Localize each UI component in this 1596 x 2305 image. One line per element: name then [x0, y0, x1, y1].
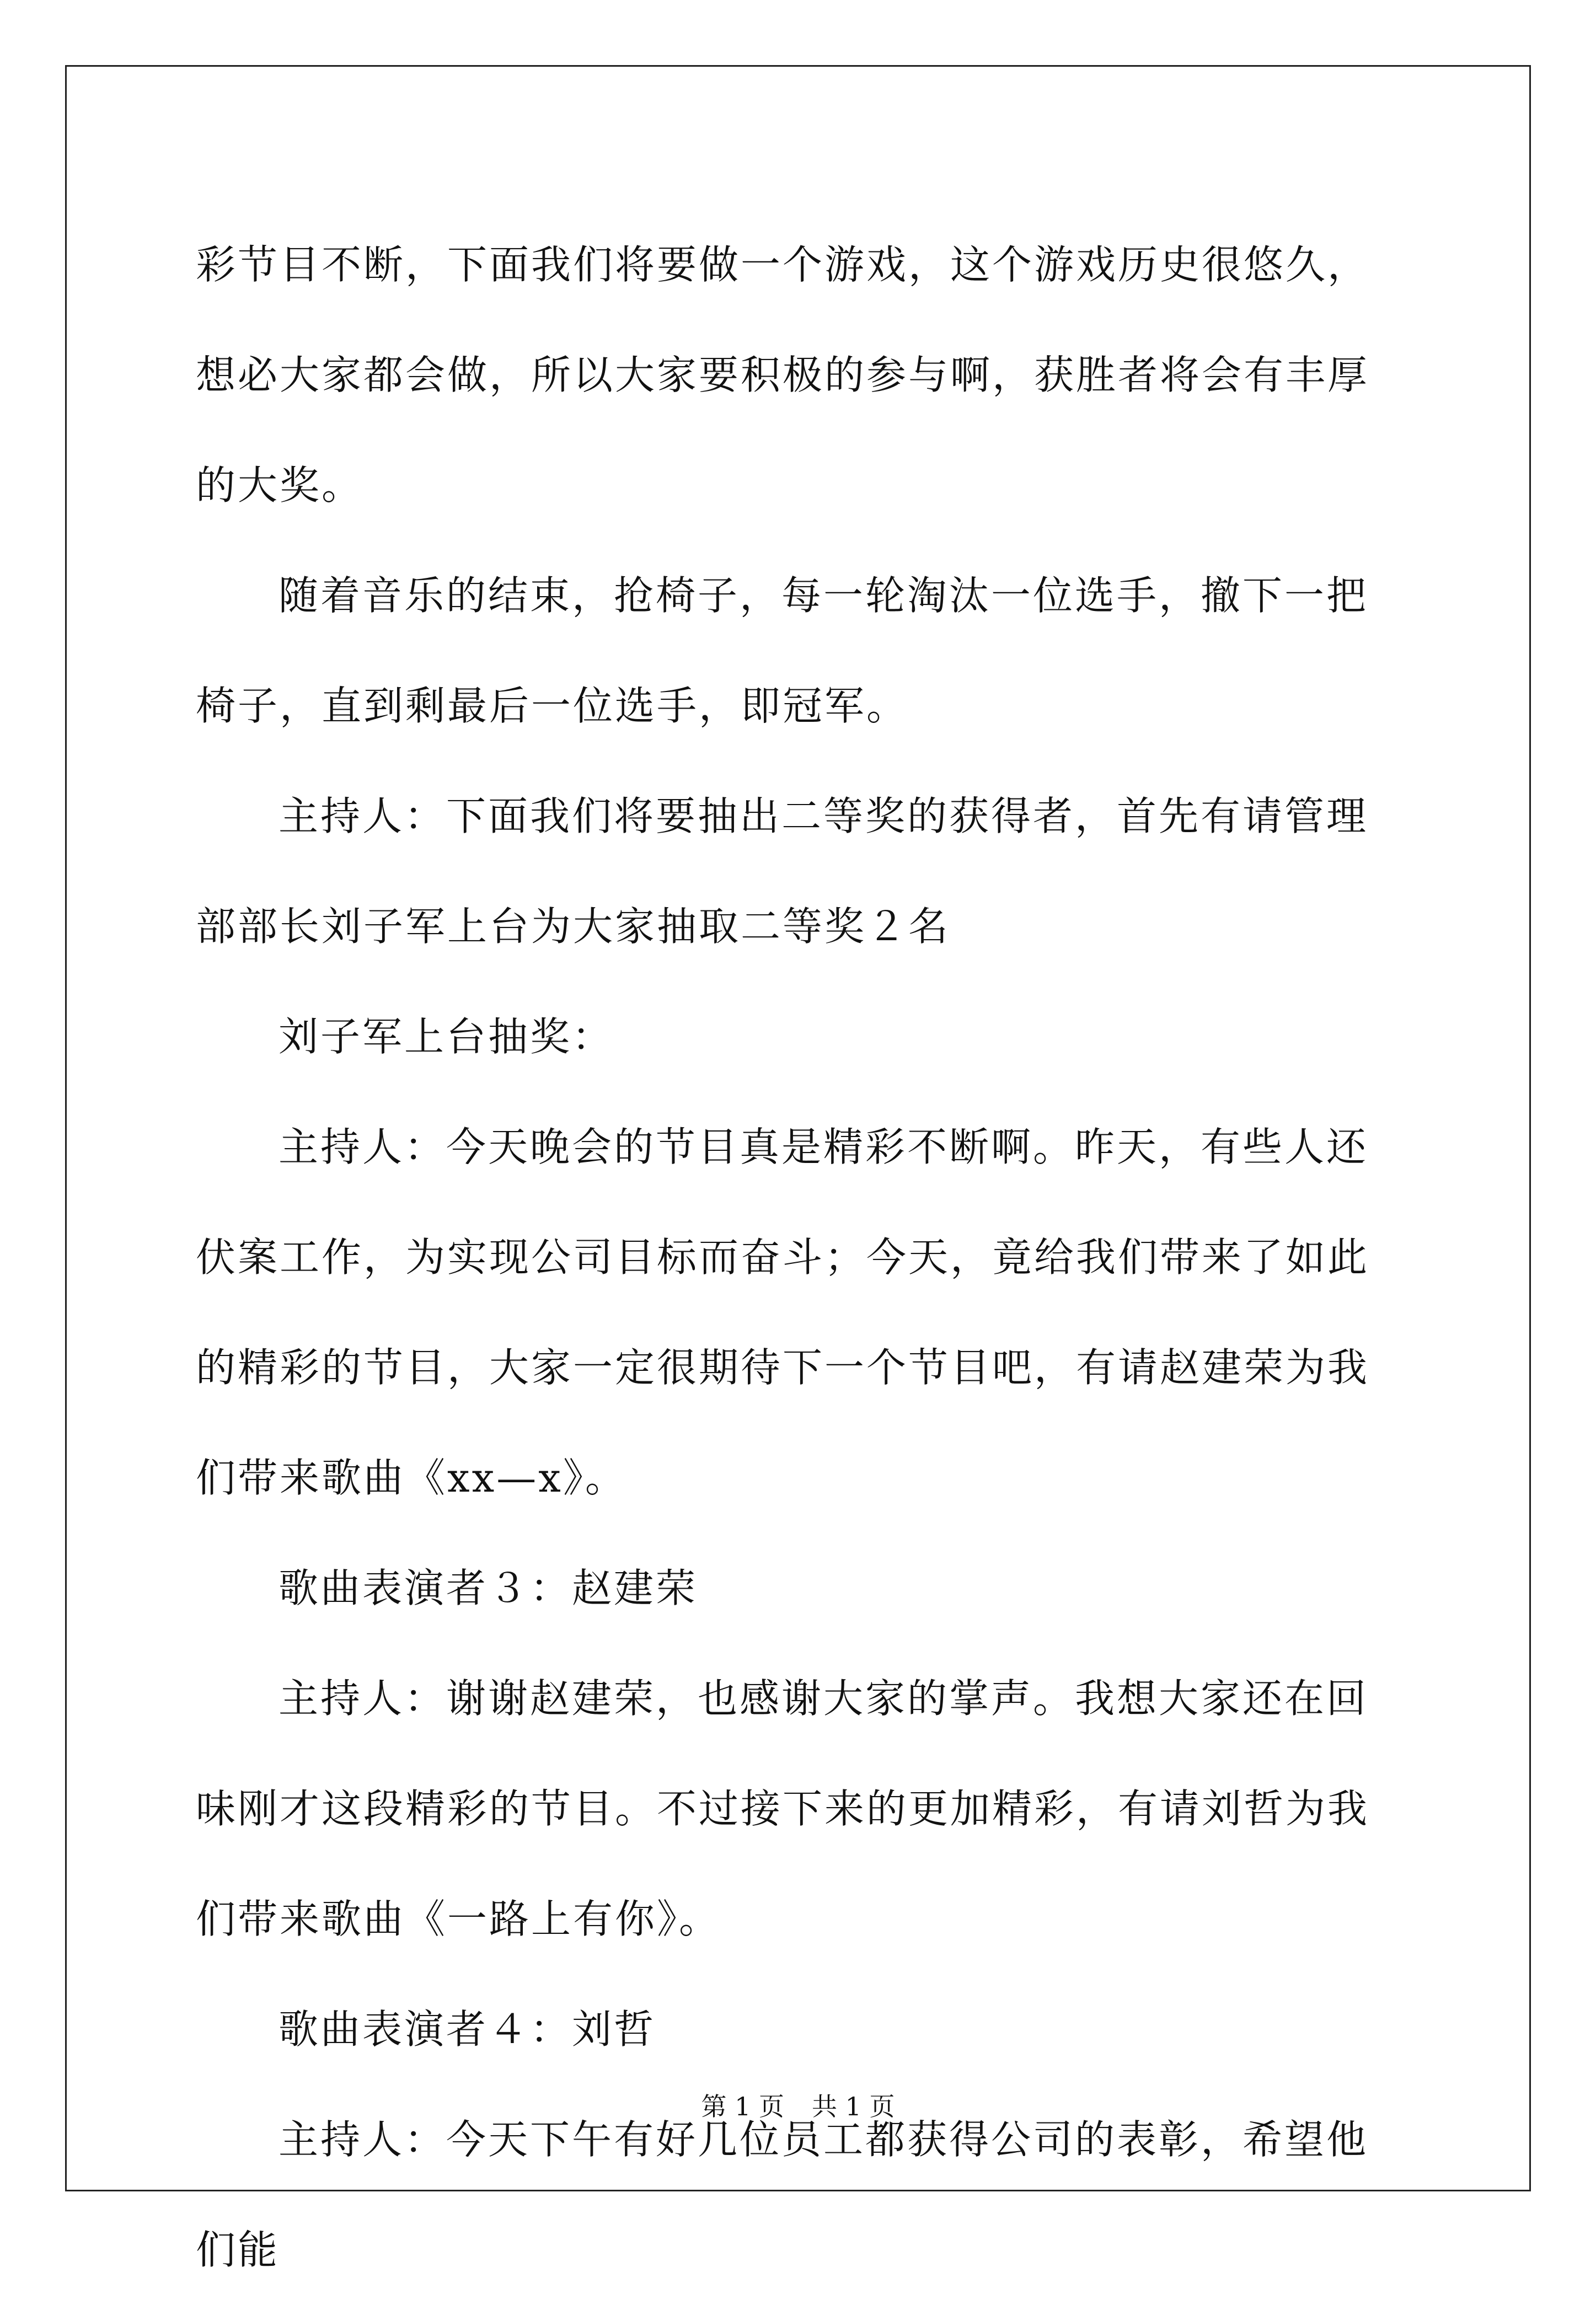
page-number-total: 共 1 页 — [812, 2092, 895, 2121]
paragraph-1: 彩节目不断，下面我们将要做一个游戏，这个游戏历史很悠久，想必大家都会做，所以大家要积极的参与啊，获胜者将会有丰厚的大奖。 — [196, 242, 1370, 508]
paragraph-3: 主持人：下面我们将要抽出二等奖的获得者，首先有请管理部部长刘子军上台为大家抽取二等奖２名 — [196, 793, 1369, 950]
paragraph-9: 主持人：今天下午有好几位员工都获得公司的表彰，希望他们能 — [196, 2116, 1369, 2273]
page-footer — [0, 2090, 1596, 2123]
paragraph-5: 主持人：今天晚会的节目真是精彩不断啊。昨天，有些人还伏案工作，为实现公司目标而奋斗；今天，竟给我们带来了如此的精彩的节目，大家一定很期待下一个节目吧，有请赵建荣为我们带来歌曲《xx—x》。 — [196, 1124, 1370, 1501]
paragraph-8: 歌曲表演者４：刘哲 — [279, 2006, 656, 2052]
page-number-current: 第 1 页 — [701, 2092, 784, 2121]
paragraph-4: 刘子军上台抽奖： — [279, 1014, 614, 1060]
paragraph-7: 主持人：谢谢赵建荣，也感谢大家的掌声。我想大家还在回味刚才这段精彩的节目。不过接下来的更加精彩，有请刘哲为我们带来歌曲《一路上有你》。 — [196, 1675, 1370, 1942]
paragraph-2: 随着音乐的结束，抢椅子，每一轮淘汰一位选手，撤下一把椅子，直到剩最后一位选手，即冠军。 — [196, 572, 1369, 729]
document-body — [196, 210, 1409, 2305]
paragraph-6: 歌曲表演者３：赵建荣 — [279, 1565, 698, 1611]
